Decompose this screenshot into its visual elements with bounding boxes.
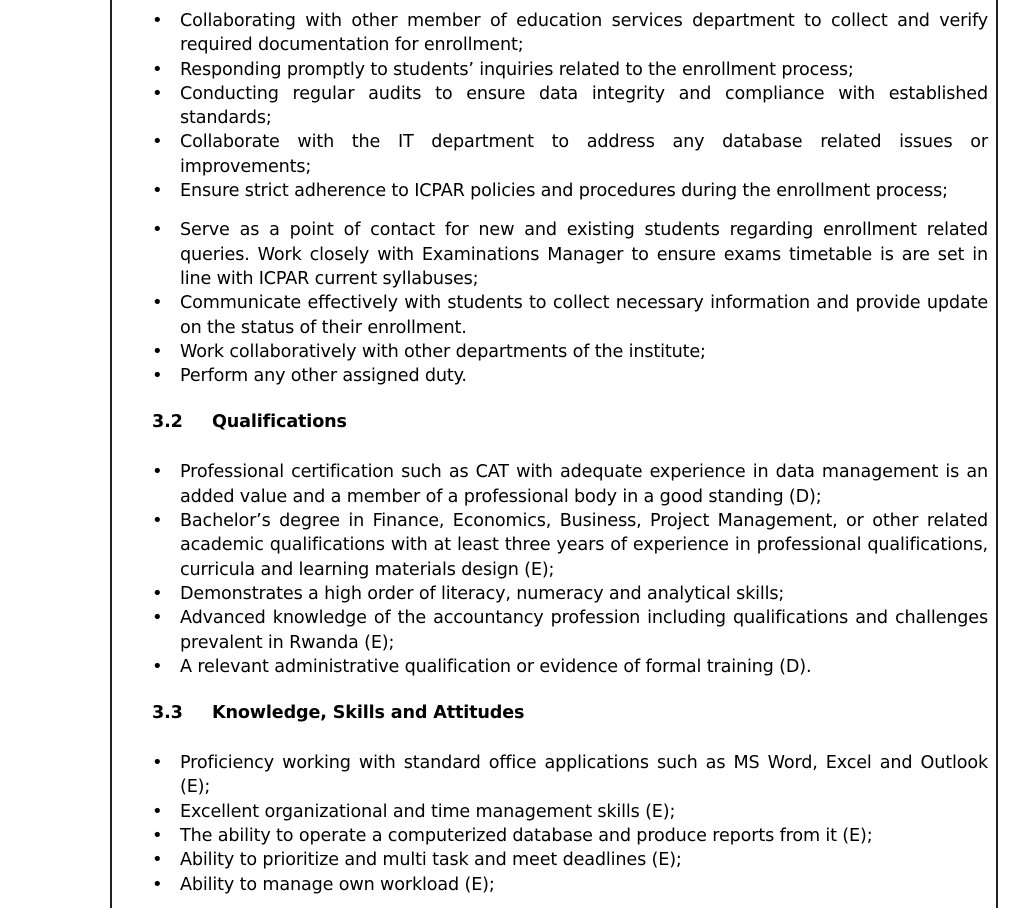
responsibilities-list-a — [152, 9, 988, 203]
document-content — [152, 9, 988, 897]
qualifications-list — [152, 460, 988, 679]
list-item: • Responding promptly to students’ inquiries related to the enrollment process; — [152, 58, 988, 82]
section-number: 3.3 — [152, 703, 183, 724]
list-item: • Proficiency working with standard office applications such as MS Word, Excel and Outlook (E); — [152, 751, 988, 800]
table-border-left — [110, 0, 112, 908]
section-number: 3.2 — [152, 412, 183, 433]
list-item: • Demonstrates a high order of literacy, numeracy and analytical skills; — [152, 582, 988, 606]
list-item: • Advanced knowledge of the accountancy profession including qualifications and challenges prevalent in Rwanda (E); — [152, 606, 988, 655]
list-item: • Professional certification such as CAT with adequate experience in data management is an added value and a member of a professional body in a good standing (D); — [152, 460, 988, 509]
knowledge-list — [152, 751, 988, 897]
section-heading-knowledge — [152, 701, 988, 725]
table-border-right — [996, 0, 998, 908]
list-item: • The ability to operate a computerized database and produce reports from it (E); — [152, 824, 988, 848]
list-item: • Ensure strict adherence to ICPAR policies and procedures during the enrollment process; — [152, 179, 988, 203]
list-spacer — [152, 203, 988, 218]
list-item: • Excellent organizational and time management skills (E); — [152, 800, 988, 824]
list-item: • Communicate effectively with students to collect necessary information and provide update on the status of their enrollment. — [152, 291, 988, 340]
list-item: • Work collaboratively with other departments of the institute; — [152, 340, 988, 364]
list-item: • Perform any other assigned duty. — [152, 364, 988, 388]
list-item: • Collaborate with the IT department to address any database related issues or improvements; — [152, 130, 988, 179]
section-title: Knowledge, Skills and Attitudes — [212, 703, 525, 724]
list-item: • Bachelor’s degree in Finance, Economics, Business, Project Management, or other related academic qualifications with at least three years of experience in professional qualifications, curricula and learning materials design (E); — [152, 509, 988, 582]
list-item: • Ability to prioritize and multi task and meet deadlines (E); — [152, 848, 988, 872]
responsibilities-list-b — [152, 218, 988, 388]
list-item: • Collaborating with other member of education services department to collect and verify required documentation for enrollment; — [152, 9, 988, 58]
list-item: • Serve as a point of contact for new and existing students regarding enrollment related queries. Work closely with Examinations Manager to ensure exams timetable is are set in line with ICPAR current syllabuses; — [152, 218, 988, 291]
section-title: Qualifications — [212, 412, 347, 433]
section-heading-qualifications — [152, 410, 988, 434]
list-item: • Ability to manage own workload (E); — [152, 873, 988, 897]
list-item: • Conducting regular audits to ensure data integrity and compliance with established standards; — [152, 82, 988, 131]
list-item: • A relevant administrative qualification or evidence of formal training (D). — [152, 655, 988, 679]
